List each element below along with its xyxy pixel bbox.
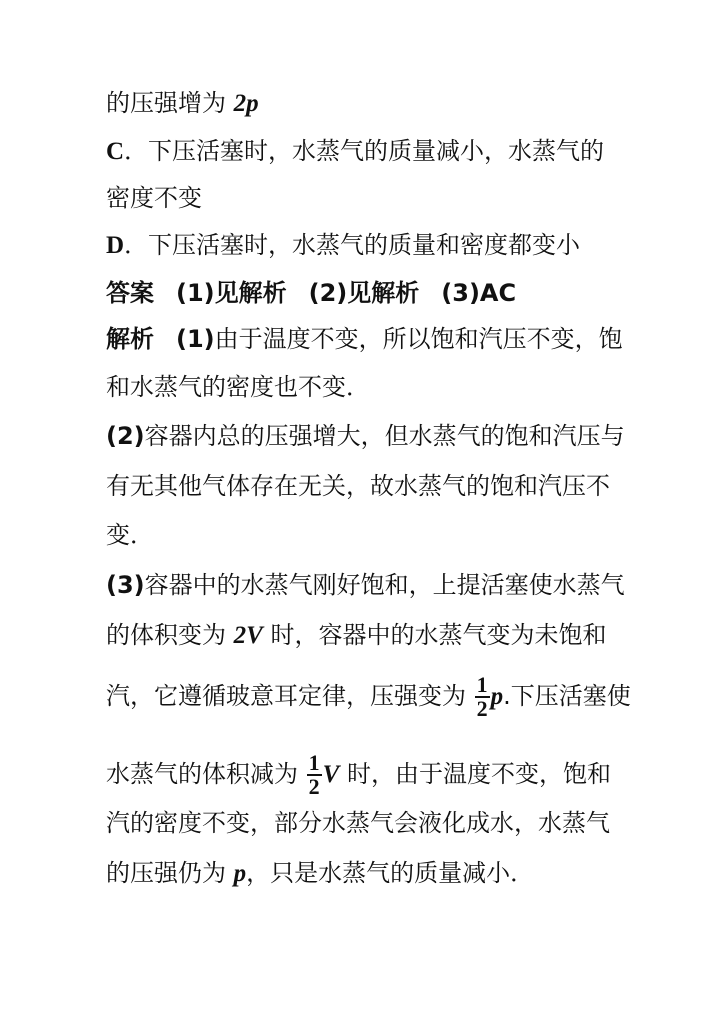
part-number: (3) [106, 571, 145, 599]
variable: 2p [233, 90, 259, 117]
line-text: 由于温度不变，所以饱和汽压不变，饱 [214, 325, 623, 353]
part-number: (2) [106, 422, 145, 450]
variable: p [490, 683, 504, 710]
text-line-1 [106, 88, 259, 119]
option-text: ．下压活塞时，水蒸气的质量减小，水蒸气的 [124, 137, 605, 165]
line-text: 汽，它遵循玻意耳定律，压强变为 [106, 682, 474, 710]
analysis-line-11 [106, 858, 534, 889]
analysis-line-10 [106, 808, 610, 838]
fraction-numerator: 1 [308, 750, 320, 775]
answer-line [106, 278, 516, 308]
fraction-denominator: 2 [476, 696, 488, 721]
analysis-label: 解析 [106, 325, 154, 353]
analysis-line-1 [106, 324, 623, 354]
line-text: 容器中的水蒸气刚好饱和，上提活塞使水蒸气 [144, 571, 625, 599]
line-text: ，只是水蒸气的质量减小． [246, 859, 535, 887]
analysis-line-6 [106, 570, 625, 600]
option-label: C [106, 138, 125, 165]
line-text: 变． [106, 521, 154, 549]
analysis-line-5 [106, 520, 154, 550]
part-number: (1) [176, 325, 215, 353]
line-text: 的压强仍为 [106, 859, 234, 887]
line-text: 的体积变为 [106, 621, 234, 649]
line-text: 的压强增为 [106, 89, 234, 117]
analysis-line-3 [106, 421, 625, 451]
line-text: 时，由于温度不变，饱和 [339, 760, 611, 788]
line-text: 汽的密度不变，部分水蒸气会液化成水，水蒸气 [106, 809, 610, 837]
text-line-3 [106, 183, 202, 213]
line-text: 和水蒸气的密度也不变． [106, 373, 370, 401]
variable: V [322, 761, 340, 788]
analysis-line-9 [106, 752, 611, 798]
line-text: 密度不变 [106, 184, 202, 212]
line-text: 水蒸气的体积减为 [106, 760, 306, 788]
answer-part-1: (1)见解析 [176, 279, 287, 307]
line-text: 时，容器中的水蒸气变为未饱和 [262, 621, 607, 649]
fraction-numerator: 1 [476, 672, 488, 697]
fraction [475, 674, 490, 720]
analysis-line-4 [106, 471, 610, 501]
option-c [106, 136, 604, 167]
answer-label: 答案 [106, 279, 154, 307]
fraction-denominator: 2 [308, 774, 320, 799]
option-d [106, 230, 580, 261]
answer-part-2: (2)见解析 [308, 279, 420, 307]
analysis-line-2 [106, 372, 370, 402]
fraction [307, 752, 322, 798]
line-text: 容器内总的压强增大，但水蒸气的饱和汽压与 [144, 422, 625, 450]
variable: 2V [233, 622, 263, 649]
answer-part-3: (3)AC [441, 279, 517, 307]
line-text: 有无其他气体存在无关，故水蒸气的饱和汽压不 [106, 472, 610, 500]
line-text: .下压活塞使 [503, 682, 631, 710]
analysis-line-7 [106, 620, 606, 651]
option-label: D [106, 232, 125, 259]
option-text: ．下压活塞时，水蒸气的质量和密度都变小 [124, 231, 581, 259]
analysis-line-8 [106, 674, 631, 720]
variable: p [233, 860, 247, 887]
